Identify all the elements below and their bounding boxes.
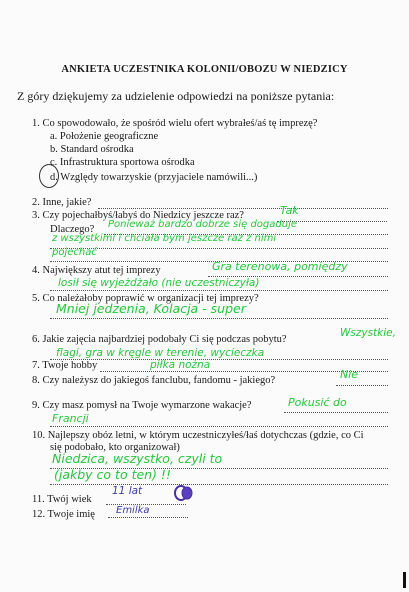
answer-4-line-1: Gra terenowa, pomiędzy — [212, 260, 348, 273]
answer-10-line-1: Niedzica, wszystko, czyli to — [52, 451, 223, 466]
question-1: 1. Co spowodowało, że spośród wielu ofert wybrałeś/aś tę imprezę? — [32, 118, 318, 129]
answer-9-line-1: Pokusić do — [288, 396, 347, 409]
question-4: 4. Największy atut tej imprezy — [32, 265, 161, 276]
answer-11-handwritten: 11 lat — [112, 485, 143, 497]
answer-line — [50, 359, 388, 360]
question-12: 12. Twoje imię — [32, 509, 95, 520]
answer-line — [284, 412, 388, 413]
answer-9-line-2: Francji — [52, 412, 89, 425]
option-a: a. Położenie geograficzne — [50, 131, 159, 142]
question-9: 9. Czy masz pomysł na Twoje wymarzone wakacje? — [32, 400, 252, 411]
answer-5-handwritten: Mniej jedzenia, Kolacja - super — [56, 301, 246, 316]
answer-line — [50, 318, 388, 319]
intro-text: Z góry dziękujemy za udzielenie odpowiedzi na poniższe pytania: — [17, 89, 335, 103]
answer-3-handwritten: Tak — [280, 204, 299, 217]
answer-line — [50, 248, 388, 249]
option-d: d. Względy towarzyskie (przyjaciele namówili...) — [50, 172, 258, 183]
answer-line — [50, 484, 388, 485]
question-2: 2. Inne, jakie? — [32, 197, 92, 208]
question-7: 7. Twoje hobby — [32, 360, 98, 371]
option-c: c. Infrastruktura sportowa ośrodka — [50, 157, 195, 168]
answer-3-line-2: z wszystkimi i chciała bym jeszcze raz z nimi — [52, 233, 277, 244]
scan-edge-mark — [403, 572, 406, 588]
answer-line — [108, 517, 188, 518]
question-6: 6. Jakie zajęcia najbardziej podobały Ci się podczas pobytu? — [32, 334, 287, 345]
question-3-why: Dlaczego? — [50, 224, 95, 235]
answer-6-line-2: flagi, gra w kręgle w terenie, wycieczka — [56, 347, 265, 359]
answer-line — [98, 208, 388, 209]
option-b: b. Standard ośrodka — [50, 144, 134, 155]
answer-3-line-3: pojechać — [52, 247, 97, 258]
answer-4-line-2: losił się wyjeżdżało (nie uczestniczyła) — [58, 277, 260, 289]
question-8: 8. Czy należysz do jakiegoś fanclubu, fandomu - jakiego? — [32, 375, 276, 386]
answer-line — [50, 426, 388, 427]
answer-line — [336, 385, 388, 386]
scribble-drawing — [172, 483, 196, 503]
selected-option-circle — [39, 164, 59, 188]
question-10-line-2: się podobało, kto organizował) — [50, 442, 180, 453]
question-3: 3. Czy pojechałbyś/łabyś do Niedzicy jeszcze raz? — [32, 210, 244, 221]
page-title: ANKIETA UCZESTNIKA KOLONII/OBOZU W NIEDZICY — [61, 64, 348, 75]
answer-3-line-1: Ponieważ bardzo dobrze się dogaduje — [108, 219, 298, 230]
question-10-line-1: 10. Najlepszy obóz letni, w którym uczestniczyłeś/łaś dotychczas (gdzie, co Ci — [32, 430, 364, 441]
question-11: 11. Twój wiek — [32, 494, 92, 505]
answer-12-handwritten: Emilka — [116, 505, 150, 516]
answer-7-handwritten: piłka nożna — [150, 359, 211, 371]
question-5: 5. Co należałoby poprawić w organizacji tej imprezy? — [32, 293, 259, 304]
answer-6-line-1: Wszystkie, — [340, 327, 396, 339]
answer-10-line-2: (jakby co to ten) !! — [54, 467, 171, 482]
answer-line — [50, 290, 388, 291]
answer-8-handwritten: Nie — [340, 368, 359, 381]
